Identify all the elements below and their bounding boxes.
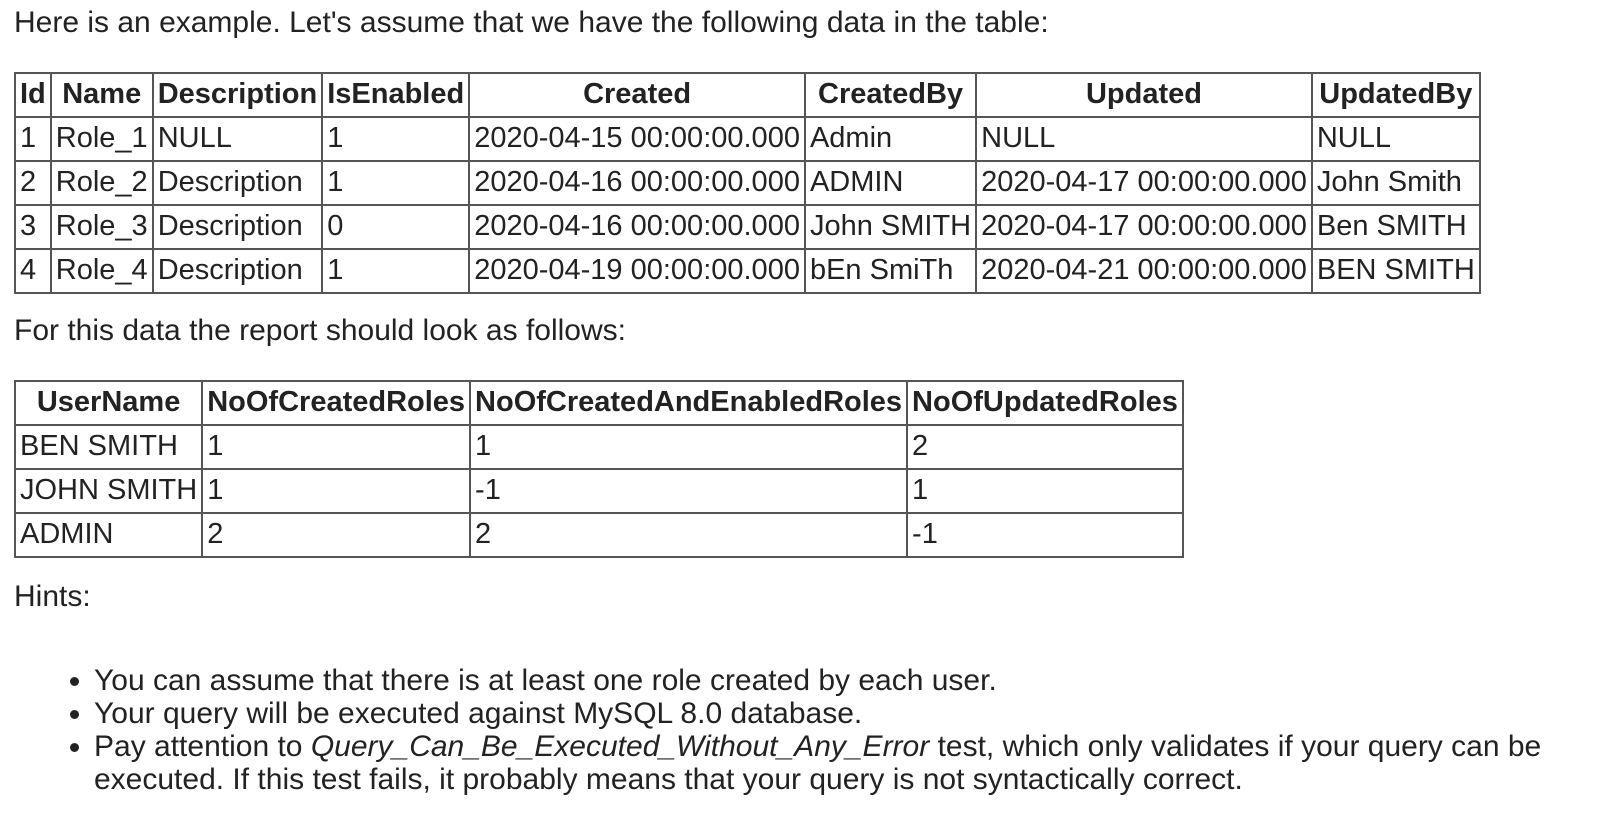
roles-table-cell: 1 — [322, 249, 469, 293]
roles-table-cell: John SMITH — [805, 205, 976, 249]
report-table-cell: 2 — [470, 513, 907, 557]
roles-table-header-cell: UpdatedBy — [1312, 73, 1480, 117]
report-table-header-row — [15, 381, 1183, 425]
roles-table-cell: John Smith — [1312, 161, 1480, 205]
hint-item — [94, 730, 1616, 796]
roles-table-cell: Description — [153, 161, 323, 205]
roles-table-header-cell: CreatedBy — [805, 73, 976, 117]
report-table-header-cell: NoOfCreatedRoles — [202, 381, 470, 425]
hint-item — [94, 664, 1616, 697]
roles-table-cell: 2020-04-19 00:00:00.000 — [469, 249, 805, 293]
roles-table-cell: Description — [153, 205, 323, 249]
report-table-row — [15, 513, 1183, 557]
hint-text-prefix: Pay attention to — [94, 730, 311, 763]
roles-table-cell: Role_1 — [51, 117, 153, 161]
roles-table-row — [15, 161, 1480, 205]
roles-table-cell: bEn SmiTh — [805, 249, 976, 293]
roles-table-cell: NULL — [153, 117, 323, 161]
test-name: Query_Can_Be_Executed_Without_Any_Error — [310, 730, 930, 763]
roles-table-cell: 1 — [15, 117, 51, 161]
roles-table-cell: Ben SMITH — [1312, 205, 1480, 249]
roles-table-header-cell: Created — [469, 73, 805, 117]
roles-table-body — [15, 117, 1480, 293]
roles-table — [14, 72, 1481, 294]
roles-table-cell: ADMIN — [805, 161, 976, 205]
hint-text-suffix: test, which only validates if your query can be executed. If this test fails, it probably means that your query is not syntactically correct. — [94, 730, 1542, 796]
roles-table-header-cell: Description — [153, 73, 323, 117]
report-table-cell: 1 — [202, 469, 470, 513]
hint-text: Your query will be executed against MySQL 8.0 database. — [94, 697, 863, 730]
report-table-cell: 2 — [907, 425, 1183, 469]
report-table-cell: 1 — [907, 469, 1183, 513]
roles-table-row — [15, 117, 1480, 161]
roles-table-cell: 2020-04-16 00:00:00.000 — [469, 205, 805, 249]
report-table-cell: ADMIN — [15, 513, 202, 557]
roles-table-cell: 1 — [322, 161, 469, 205]
roles-table-cell: 2020-04-15 00:00:00.000 — [469, 117, 805, 161]
report-table-header-cell: UserName — [15, 381, 202, 425]
roles-table-cell: 2020-04-17 00:00:00.000 — [976, 161, 1312, 205]
roles-table-cell: Role_2 — [51, 161, 153, 205]
report-table-cell: BEN SMITH — [15, 425, 202, 469]
report-table — [14, 380, 1184, 558]
roles-table-cell: 2 — [15, 161, 51, 205]
roles-table-cell: 4 — [15, 249, 51, 293]
report-table-cell: 2 — [202, 513, 470, 557]
report-table-row — [15, 425, 1183, 469]
report-table-cell: JOHN SMITH — [15, 469, 202, 513]
roles-table-cell: Description — [153, 249, 323, 293]
hints-list — [52, 664, 1616, 796]
report-table-cell: 1 — [470, 425, 907, 469]
roles-table-cell: Role_4 — [51, 249, 153, 293]
report-table-header-cell: NoOfCreatedAndEnabledRoles — [470, 381, 907, 425]
roles-table-cell: 2020-04-17 00:00:00.000 — [976, 205, 1312, 249]
roles-table-cell: BEN SMITH — [1312, 249, 1480, 293]
roles-table-cell: Admin — [805, 117, 976, 161]
roles-table-cell: 2020-04-21 00:00:00.000 — [976, 249, 1312, 293]
report-intro-text: For this data the report should look as follows: — [14, 314, 626, 347]
roles-table-header-cell: IsEnabled — [322, 73, 469, 117]
roles-table-cell: NULL — [1312, 117, 1480, 161]
report-table-header-cell: NoOfUpdatedRoles — [907, 381, 1183, 425]
roles-table-cell: Role_3 — [51, 205, 153, 249]
hint-text: You can assume that there is at least one role created by each user. — [94, 664, 997, 697]
roles-table-row — [15, 249, 1480, 293]
roles-table-cell: 2020-04-16 00:00:00.000 — [469, 161, 805, 205]
roles-table-row — [15, 205, 1480, 249]
report-table-row — [15, 469, 1183, 513]
roles-table-cell: 1 — [322, 117, 469, 161]
report-table-cell: -1 — [907, 513, 1183, 557]
roles-table-cell: 0 — [322, 205, 469, 249]
roles-table-header-cell: Updated — [976, 73, 1312, 117]
report-table-body — [15, 425, 1183, 557]
roles-table-cell: 3 — [15, 205, 51, 249]
report-table-cell: -1 — [470, 469, 907, 513]
hint-item — [94, 697, 1616, 730]
roles-table-header-row — [15, 73, 1480, 117]
report-table-cell: 1 — [202, 425, 470, 469]
roles-table-header-cell: Id — [15, 73, 51, 117]
roles-table-header-cell: Name — [51, 73, 153, 117]
hints-title: Hints: — [14, 580, 91, 613]
intro-text: Here is an example. Let's assume that we have the following data in the table: — [14, 6, 1049, 39]
roles-table-cell: NULL — [976, 117, 1312, 161]
